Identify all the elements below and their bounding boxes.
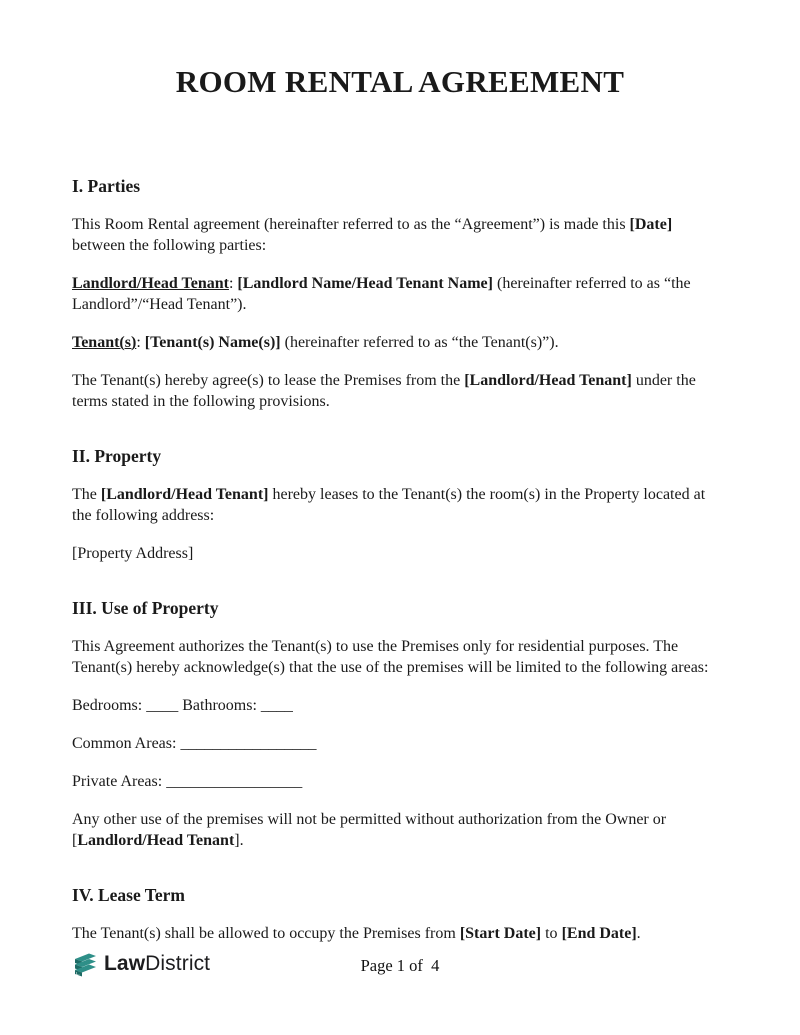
section-heading: III. Use of Property <box>72 598 219 618</box>
text-segment: The Tenant(s) hereby agree(s) to lease the Premises from the <box>72 372 465 389</box>
text-segment: . <box>636 925 641 942</box>
text-segment: (hereinafter referred to as “the Tenant(s)”). <box>280 334 559 351</box>
text-segment: The <box>72 486 101 503</box>
placeholder-text: Tenant(s) <box>72 334 137 351</box>
placeholder-text: Landlord/Head Tenant <box>77 832 235 849</box>
text-segment: to <box>541 925 562 942</box>
text-segment: under the terms stated in the following provisions. <box>72 372 696 410</box>
brand-text-district: District <box>145 952 211 975</box>
text-segment: Common Areas: _________________ <box>72 735 317 752</box>
text-segment: hereby leases to the Tenant(s) the room(s) in the Property located at the following address: <box>72 486 706 524</box>
paragraph <box>72 273 728 315</box>
svg-text:L.: L. <box>76 971 80 976</box>
paragraph <box>72 214 728 256</box>
text-segment: (hereinafter referred to as “the Landlord”/“Head Tenant”). <box>72 275 691 313</box>
paragraph <box>72 923 728 944</box>
paragraph <box>72 332 728 353</box>
placeholder-text: [Date] <box>629 216 673 233</box>
text-segment: This Agreement authorizes the Tenant(s) to use the Premises only for residential purposes. The Tenant(s) hereby acknowledge(s) that the use of the premises will be limited to the following areas: <box>72 638 709 676</box>
lawdistrict-brand <box>72 950 210 978</box>
text-segment: : <box>228 275 238 292</box>
text-segment: : <box>136 334 145 351</box>
page-footer <box>72 948 728 982</box>
paragraph <box>72 484 728 526</box>
placeholder-text: [Start Date] <box>459 925 542 942</box>
section-heading: I. Parties <box>72 176 141 196</box>
placeholder-text: [Tenant(s) Name(s)] <box>144 334 281 351</box>
placeholder-text: [End Date] <box>561 925 637 942</box>
paragraph <box>72 695 728 716</box>
placeholder-text: [Landlord/Head Tenant] <box>464 372 632 389</box>
section-heading: II. Property <box>72 446 162 466</box>
paragraph <box>72 370 728 412</box>
text-segment: Any other use of the premises will not be permitted without authorization from the Owner or [ <box>72 811 667 849</box>
text-segment: between the following parties: <box>72 237 267 254</box>
paragraph <box>72 809 728 851</box>
paragraph <box>72 771 728 792</box>
paragraph <box>72 636 728 678</box>
placeholder-text: Landlord/Head Tenant <box>72 275 229 292</box>
text-segment: Bedrooms: ____ Bathrooms: ____ <box>72 697 293 714</box>
placeholder-text: [Landlord Name/Head Tenant Name] <box>237 275 493 292</box>
section-heading: IV. Lease Term <box>72 885 185 905</box>
paragraph <box>72 733 728 754</box>
paragraph <box>72 543 728 564</box>
document-title: ROOM RENTAL AGREEMENT <box>175 64 625 99</box>
document-body <box>72 176 728 944</box>
text-segment: This Room Rental agreement (hereinafter referred to as the “Agreement”) is made this <box>72 216 630 233</box>
text-segment: Private Areas: _________________ <box>72 773 303 790</box>
text-segment: [Property Address] <box>72 545 194 562</box>
text-segment: ]. <box>234 832 244 849</box>
text-segment: The Tenant(s) shall be allowed to occupy the Premises from <box>72 925 460 942</box>
page-number: Page 1 of 4 <box>360 956 440 975</box>
placeholder-text: [Landlord/Head Tenant] <box>100 486 269 503</box>
brand-text <box>104 952 210 976</box>
brand-text-law: Law <box>104 952 146 975</box>
lawdistrict-logo-icon <box>72 950 99 978</box>
